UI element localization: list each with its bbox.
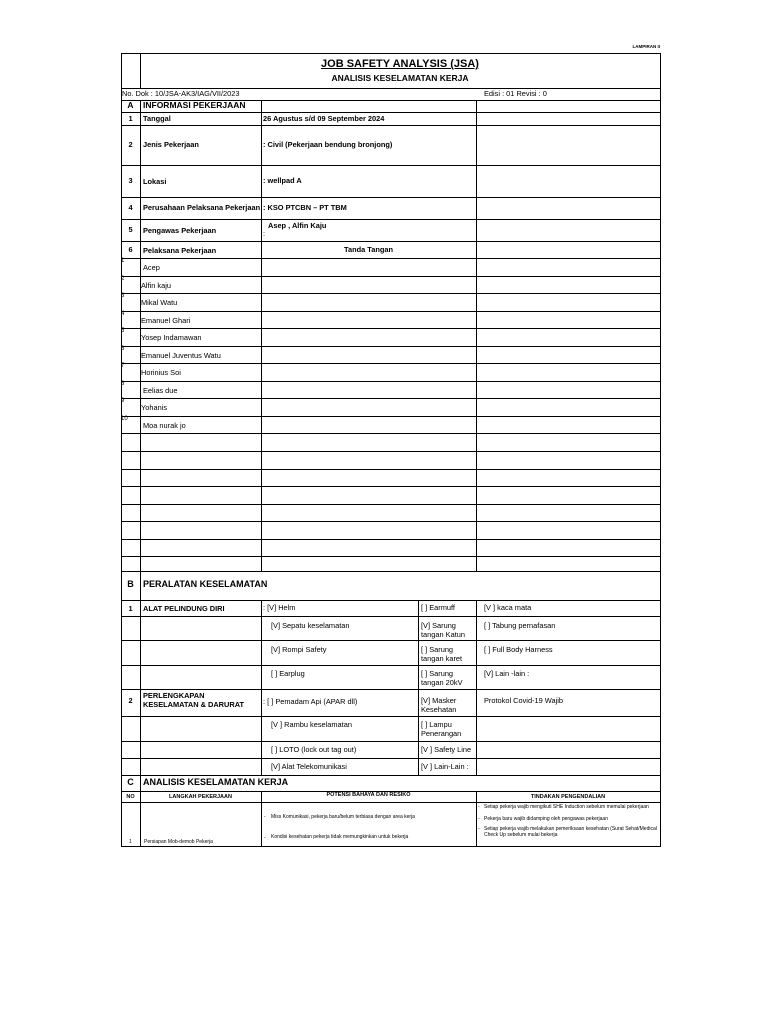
field-label: Pengawas Pekerjaan bbox=[143, 226, 217, 235]
field-label: Jenis Pekerjaan bbox=[143, 140, 199, 149]
field-label: Perusahaan Pelaksana Pekerjaan bbox=[143, 203, 261, 212]
control-item: Pekerja baru wajib didamping oleh pengawas pekerjaan bbox=[484, 816, 608, 822]
supervisor-value: Asep , Alfin Kaju bbox=[268, 221, 327, 230]
document-number: No. Dok : 10/JSA-AK3/IAG/VII/2023 bbox=[122, 89, 240, 98]
emergency-label: PERLENGKAPAN KESELAMATAN & DARURAT bbox=[143, 691, 244, 709]
ppe-full-body-harness: [ ] Full Body Harness bbox=[484, 645, 553, 654]
ppe-20kv-gloves: [ ] Sarung tangan 20kV bbox=[421, 669, 463, 687]
ppe-cotton-gloves: [V] Sarung tangan Katun bbox=[421, 621, 465, 639]
ppe-safety-shoes: [V] Sepatu keselamatan bbox=[271, 621, 350, 630]
equip-telecom: [V] Alat Telekomunikasi bbox=[271, 762, 347, 771]
field-label: Tanggal bbox=[143, 114, 171, 123]
ppe-rubber-gloves: [ ] Sarung tangan karet bbox=[421, 645, 463, 663]
field-label: Pelaksana Pekerjaan bbox=[143, 246, 217, 255]
ppe-helmet: : [V] Helm bbox=[263, 603, 296, 612]
ppe-breathing-tank: [ ] Tabung pernafasan bbox=[484, 621, 556, 630]
document-title: JOB SAFETY ANALYSIS (JSA) bbox=[321, 58, 479, 70]
attachment-label: LAMPIRAN II bbox=[632, 44, 660, 49]
equip-covid-protocol: Protokol Covid-19 Wajib bbox=[484, 696, 564, 705]
hazard-item: Miss Komunikasi, pekerja baru/belum terbiasa dengan area kerja bbox=[271, 814, 415, 820]
section-a-letter: A bbox=[127, 100, 134, 110]
hazard-item: Kondisi kesehatan pekerja tidak memungkinkan untuk bekerja bbox=[271, 834, 409, 840]
ppe-label: ALAT PELINDUNG DIRI bbox=[143, 604, 225, 613]
section-b-letter: B bbox=[127, 579, 134, 589]
ppe-others: [V] Lain -lain : bbox=[484, 669, 530, 678]
document-edition: Edisi : 01 Revisi : 0 bbox=[484, 89, 547, 98]
date-value: 26 Agustus s/d 09 September 2024 bbox=[263, 114, 385, 123]
section-a-title: INFORMASI PEKERJAAN bbox=[143, 100, 246, 110]
equip-others: [V ] Lain-Lain : bbox=[421, 762, 469, 771]
location-value: : wellpad A bbox=[263, 176, 302, 185]
equip-fire-extinguisher: : [ ] Pemadam Api (APAR dll) bbox=[263, 697, 358, 706]
supervisor-colon: : bbox=[263, 229, 266, 238]
section-c-letter: C bbox=[127, 777, 134, 787]
section-c-title: ANALISIS KESELAMATAN KERJA bbox=[143, 777, 289, 787]
signature-header: Tanda Tangan bbox=[344, 245, 393, 254]
equip-safety-signs: [V ] Rambu keselamatan bbox=[271, 720, 352, 729]
ppe-glasses: [V ] kaca mata bbox=[484, 603, 532, 612]
control-item: Setiap pekerja wajib mengikuti SHE Induction sebelum memulai pekerjaan bbox=[484, 804, 649, 810]
ppe-earmuff: [ ] Earmuff bbox=[421, 603, 455, 612]
section-b-title: PERALATAN KESELAMATAN bbox=[143, 579, 268, 589]
job-type-value: : Civil (Pekerjaan bendung bronjong) bbox=[263, 140, 393, 149]
control-item: Setiap pekerja wajib melakukan pemeriksaan kesehatan (Surat Sehat/Medical Check Up sebelum mulai bekerja bbox=[484, 826, 657, 838]
document-subtitle: ANALISIS KESELAMATAN KERJA bbox=[331, 73, 469, 83]
equip-lamp: [ ] Lampu Penerangan bbox=[421, 720, 462, 738]
equip-mask: [V] Masker Kesehatan bbox=[421, 696, 457, 714]
ppe-safety-vest: [V] Rompi Safety bbox=[271, 645, 327, 654]
company-value: : KSO PTCBN – PT TBM bbox=[263, 203, 347, 212]
equip-safety-line: [V ] Safety Line bbox=[421, 745, 472, 754]
field-label: Lokasi bbox=[143, 177, 167, 186]
work-step: Persiapan Mob-demob Pekerja bbox=[144, 839, 213, 845]
equip-loto: [ ] LOTO (lock out tag out) bbox=[271, 745, 357, 754]
ppe-earplug: [ ] Earplug bbox=[271, 669, 305, 678]
